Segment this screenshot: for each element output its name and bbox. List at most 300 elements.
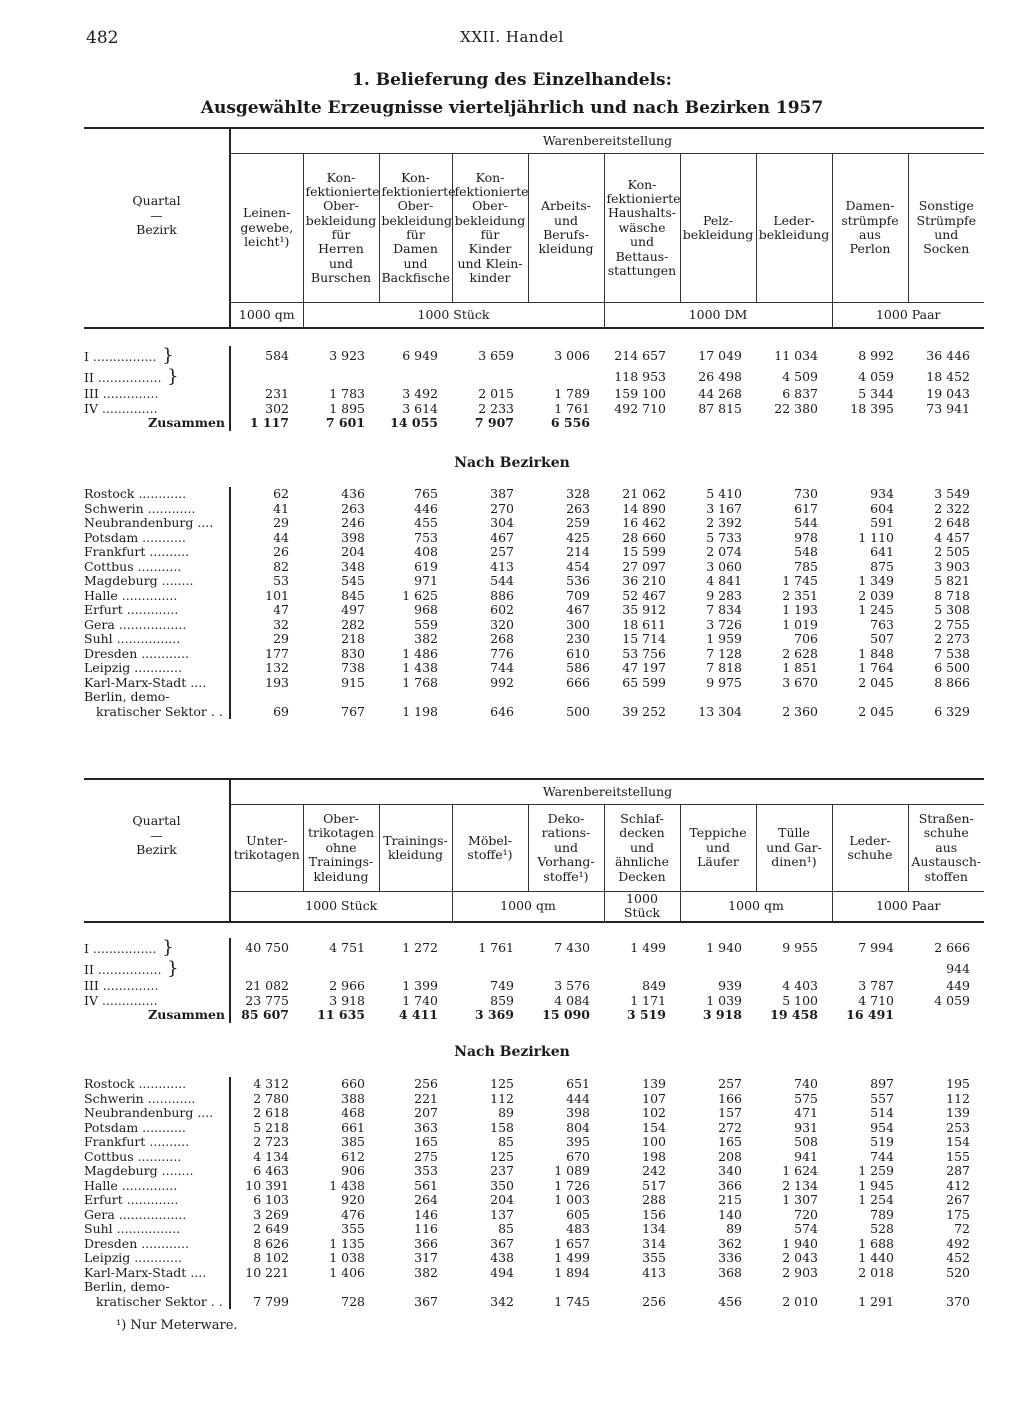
table-cell: 753 <box>414 529 438 545</box>
table-cell <box>379 367 452 388</box>
district-label <box>84 1179 230 1194</box>
table-cell <box>756 416 832 431</box>
table-cell: 849 <box>642 978 666 994</box>
leader-dots: ........ <box>157 573 194 589</box>
table-cell: 317 <box>414 1250 438 1266</box>
table-cell: 2 322 <box>934 500 970 516</box>
table-cell: 1 110 <box>858 529 894 545</box>
district-label <box>84 545 230 560</box>
table-cell <box>230 367 303 388</box>
table-cell: 3 903 <box>934 558 970 574</box>
table-cell: 3 006 <box>554 348 590 364</box>
stub-label-dash: — <box>150 827 163 843</box>
total-row <box>84 1008 984 1023</box>
table-cell: 328 <box>566 486 590 502</box>
table-cell <box>528 367 604 388</box>
table-cell: 1 038 <box>329 1250 365 1266</box>
table-cell: 830 <box>341 645 365 661</box>
table-cell <box>528 1280 604 1295</box>
leader-dots: ............. <box>122 1192 179 1208</box>
district-label <box>84 1135 230 1150</box>
table-cell: 32 <box>273 616 289 632</box>
table-cell: 156 <box>642 1206 666 1222</box>
table-cell: 47 197 <box>622 660 666 676</box>
table-cell: 3 918 <box>702 1007 742 1023</box>
table-cell: 2 723 <box>253 1134 289 1150</box>
table-cell: 804 <box>566 1119 590 1135</box>
table-cell: 154 <box>642 1119 666 1135</box>
stub-header <box>84 779 230 892</box>
table-cell: 336 <box>718 1250 742 1266</box>
table-cell: 1 624 <box>782 1163 818 1179</box>
table-cell: 859 <box>490 992 514 1008</box>
district-name: Karl-Marx-Stadt <box>84 1264 187 1280</box>
table-cell: 6 556 <box>550 415 590 431</box>
table-cell: 40 750 <box>245 940 289 956</box>
footnote: ¹) Nur Meterware. <box>116 1318 238 1333</box>
column-header: Leinen- gewebe, leicht¹) <box>230 154 303 303</box>
stub-label-quartal: Quartal <box>132 193 181 209</box>
table-cell: 449 <box>946 978 970 994</box>
table-cell: 591 <box>870 515 894 531</box>
table-cell: 584 <box>265 348 289 364</box>
table-cell: 720 <box>794 1206 818 1222</box>
table-cell: 954 <box>870 1119 894 1135</box>
district-name: Neubrandenburg <box>84 1105 194 1121</box>
leader-dots: ............ <box>130 660 182 676</box>
table-cell: 476 <box>341 1206 365 1222</box>
row-label <box>84 387 230 402</box>
table-cell: 1 761 <box>478 940 514 956</box>
district-label <box>84 1266 230 1281</box>
district-name: Magdeburg <box>84 573 158 589</box>
table-cell: 906 <box>341 1163 365 1179</box>
table-cell: 101 <box>265 587 289 603</box>
table-title: 1. Belieferung des Einzelhandels: <box>352 70 672 90</box>
table-cell: 35 912 <box>622 602 666 618</box>
table-cell: 4 059 <box>934 992 970 1008</box>
table-cell: 19 458 <box>770 1007 818 1023</box>
table-cell: 4 134 <box>253 1148 289 1164</box>
leader-dots: .............. <box>98 386 159 402</box>
table-cell: 545 <box>341 573 365 589</box>
table-cell <box>604 690 680 705</box>
table-cell: 1 003 <box>554 1192 590 1208</box>
table-cell: 2 134 <box>782 1177 818 1193</box>
table-cell: 140 <box>718 1206 742 1222</box>
table-row <box>84 1295 984 1310</box>
table-cell: 2 045 <box>858 703 894 719</box>
column-header: Kon- fektionierte Ober- bekleidung für Damen und Backfische <box>379 154 452 303</box>
table-cell: 14 055 <box>390 415 438 431</box>
table-cell: 561 <box>414 1177 438 1193</box>
table-cell: 7 818 <box>706 660 742 676</box>
column-header: Deko- rations- und Vorhang- stoffe¹) <box>528 805 604 892</box>
table-cell <box>528 690 604 705</box>
table-cell <box>908 416 984 431</box>
column-header: Sonstige Strümpfe und Socken <box>908 154 984 303</box>
table-cell <box>908 1280 984 1295</box>
table-row <box>84 531 984 546</box>
table-cell: 385 <box>341 1134 365 1150</box>
table-cell <box>908 690 984 705</box>
table-cell: 257 <box>718 1076 742 1092</box>
table-cell: 27 097 <box>622 558 666 574</box>
table-cell: 2 045 <box>858 674 894 690</box>
table-cell <box>832 416 908 431</box>
table-cell: 340 <box>718 1163 742 1179</box>
table-cell: 4 751 <box>329 940 365 956</box>
row-label <box>84 994 230 1009</box>
table-cell: 204 <box>490 1192 514 1208</box>
table-cell: 259 <box>566 515 590 531</box>
district-label <box>84 661 230 676</box>
table-row <box>84 346 984 367</box>
table-cell: 610 <box>566 645 590 661</box>
table-cell <box>303 367 379 388</box>
table-cell: 944 <box>946 960 970 976</box>
table-cell: 288 <box>642 1192 666 1208</box>
table-cell: 1 783 <box>329 386 365 402</box>
table-cell: 670 <box>566 1148 590 1164</box>
table-cell: 18 395 <box>850 400 894 416</box>
column-header: Leder- schuhe <box>832 805 908 892</box>
table-cell: 253 <box>946 1119 970 1135</box>
table-cell: 272 <box>718 1119 742 1135</box>
table-cell: 660 <box>341 1076 365 1092</box>
leader-dots: .............. <box>97 400 158 416</box>
table-cell: 47 <box>273 602 289 618</box>
table-cell: 1 291 <box>858 1293 894 1309</box>
table-cell: 666 <box>566 674 590 690</box>
row-label <box>84 346 230 367</box>
unit-label: 1000 Paar <box>832 303 984 329</box>
district-label <box>84 574 230 589</box>
district-name: Halle <box>84 587 118 603</box>
table-cell: 8 992 <box>858 348 894 364</box>
table-cell: 8 866 <box>934 674 970 690</box>
table-cell: 2 618 <box>253 1105 289 1121</box>
table-row <box>84 994 984 1009</box>
table-cell: 44 268 <box>698 386 742 402</box>
table-row <box>84 367 984 388</box>
table-cell: 214 657 <box>614 348 666 364</box>
table-cell: 368 <box>718 1264 742 1280</box>
table-cell: 89 <box>498 1105 514 1121</box>
table-cell: 2 074 <box>706 544 742 560</box>
stub-label-bezirk: Bezirk <box>136 841 177 857</box>
table-cell: 22 380 <box>774 400 818 416</box>
table-cell: 52 467 <box>622 587 666 603</box>
table-cell: 342 <box>490 1293 514 1309</box>
table-cell: 452 <box>946 1250 970 1266</box>
district-label <box>84 502 230 517</box>
row-label <box>84 938 230 959</box>
table-cell: 3 576 <box>554 978 590 994</box>
table2-quarters <box>84 938 984 1023</box>
table-cell: 10 221 <box>245 1264 289 1280</box>
table-cell: 586 <box>566 660 590 676</box>
group-header: Warenbereitstellung <box>230 779 984 805</box>
table-cell: 425 <box>566 529 590 545</box>
table-cell: 544 <box>794 515 818 531</box>
district-label <box>84 647 230 662</box>
table-cell: 18 452 <box>926 368 970 384</box>
table1-quarters <box>84 346 984 431</box>
table-cell: 87 815 <box>698 400 742 416</box>
table-cell: 125 <box>490 1148 514 1164</box>
district-name: Gera <box>84 1206 115 1222</box>
table-cell: 270 <box>490 500 514 516</box>
table-cell: 1 438 <box>402 660 438 676</box>
district-label <box>84 1237 230 1252</box>
leader-dots: ............ <box>143 1090 196 1106</box>
table-cell: 388 <box>341 1090 365 1106</box>
table-cell: 5 100 <box>782 992 818 1008</box>
table-cell: 528 <box>870 1221 894 1237</box>
district-label <box>84 705 230 720</box>
table-cell: 85 <box>498 1221 514 1237</box>
column-header: Straßen- schuhe aus Austausch- stoffen <box>908 805 984 892</box>
table-row <box>84 560 984 575</box>
table-cell: 155 <box>946 1148 970 1164</box>
table-cell <box>832 690 908 705</box>
quarter-label: I <box>84 941 89 956</box>
table-cell: 267 <box>946 1192 970 1208</box>
table-cell: 651 <box>566 1076 590 1092</box>
table-cell: 1 895 <box>329 400 365 416</box>
table-cell: 14 890 <box>622 500 666 516</box>
table-cell: 3 060 <box>706 558 742 574</box>
table-cell <box>303 690 379 705</box>
table-cell: 514 <box>870 1105 894 1121</box>
table-cell: 10 391 <box>245 1177 289 1193</box>
table-cell: 605 <box>566 1206 590 1222</box>
table-cell: 2 966 <box>329 978 365 994</box>
quarter-label: III <box>84 978 99 994</box>
table-cell: 36 446 <box>926 348 970 364</box>
table-row <box>84 502 984 517</box>
table-cell: 1 940 <box>782 1235 818 1251</box>
table-cell: 2 755 <box>934 616 970 632</box>
table2-districts <box>84 1077 984 1309</box>
leader-dots: ................. <box>114 616 187 632</box>
group-header: Warenbereitstellung <box>230 128 984 154</box>
table-cell: 413 <box>642 1264 666 1280</box>
section-title: Nach Bezirken <box>454 455 570 471</box>
leader-dots: . . <box>206 1293 223 1309</box>
table-cell: 1 851 <box>782 660 818 676</box>
table-cell: 5 218 <box>253 1119 289 1135</box>
table-cell: 7 994 <box>858 940 894 956</box>
table-cell: 8 626 <box>253 1235 289 1251</box>
table-cell: 1 117 <box>249 415 289 431</box>
table-cell: 3 614 <box>402 400 438 416</box>
table-cell: 2 043 <box>782 1250 818 1266</box>
table-cell <box>680 959 756 980</box>
leader-dots: ........... <box>138 1119 186 1135</box>
leader-dots: ........... <box>138 529 186 545</box>
table-cell: 2 505 <box>934 544 970 560</box>
table-cell: 454 <box>566 558 590 574</box>
table-cell: 1 499 <box>630 940 666 956</box>
column-header: Unter- trikotagen <box>230 805 303 892</box>
district-name: Halle <box>84 1177 118 1193</box>
table-cell: 5 344 <box>858 386 894 402</box>
leader-dots: ................ <box>93 369 162 385</box>
table-row <box>84 1237 984 1252</box>
table-cell: 9 975 <box>706 674 742 690</box>
column-header: Schlaf- decken und ähnliche Decken <box>604 805 680 892</box>
table-cell <box>680 1280 756 1295</box>
table-cell: 73 941 <box>926 400 970 416</box>
leader-dots: .... <box>186 674 207 690</box>
column-header: Ober- trikotagen ohne Trainings- kleidung <box>303 805 379 892</box>
table-cell: 44 <box>273 529 289 545</box>
table-cell: 263 <box>566 500 590 516</box>
row-label <box>84 402 230 417</box>
table-cell: 1 499 <box>554 1250 590 1266</box>
table-cell: 69 <box>273 703 289 719</box>
table-row <box>84 979 984 994</box>
table-cell: 2 780 <box>253 1090 289 1106</box>
table-cell: 3 670 <box>782 674 818 690</box>
table-cell: 3 519 <box>626 1007 666 1023</box>
brace: } <box>161 957 179 979</box>
table-cell: 3 787 <box>858 978 894 994</box>
table-cell: 41 <box>273 500 289 516</box>
district-label <box>84 1150 230 1165</box>
table-cell: 617 <box>794 500 818 516</box>
table-cell: 968 <box>414 602 438 618</box>
table-cell: 559 <box>414 616 438 632</box>
column-header: Kon- fektionierte Ober- bekleidung für Kinder und Klein- kinder <box>452 154 528 303</box>
table-cell: 456 <box>718 1293 742 1309</box>
quarter-label: IV <box>84 400 98 416</box>
table-cell: 2 039 <box>858 587 894 603</box>
table-cell: 875 <box>870 558 894 574</box>
brace: } <box>161 365 179 387</box>
unit-label: 1000 Stück <box>230 892 452 922</box>
district-label <box>84 1077 230 1092</box>
unit-label: 1000 qm <box>680 892 832 922</box>
table-cell <box>230 1280 303 1295</box>
table-cell: 4 411 <box>398 1007 438 1023</box>
district-name: Schwerin <box>84 500 144 516</box>
table-cell: 214 <box>566 544 590 560</box>
table-cell: 16 491 <box>846 1007 894 1023</box>
table-cell: 146 <box>414 1206 438 1222</box>
table-cell: 157 <box>718 1105 742 1121</box>
table-cell: 264 <box>414 1192 438 1208</box>
table-row <box>84 1179 984 1194</box>
table-cell: 4 457 <box>934 529 970 545</box>
table-cell: 5 821 <box>934 573 970 589</box>
leader-dots: ........... <box>133 1148 182 1164</box>
table-cell: 4 059 <box>858 368 894 384</box>
table1-header <box>84 127 984 329</box>
table-cell: 2 649 <box>253 1221 289 1237</box>
table-cell: 5 410 <box>706 486 742 502</box>
table-cell: 263 <box>341 500 365 516</box>
table-cell: 7 799 <box>253 1293 289 1309</box>
table-cell: 4 509 <box>782 368 818 384</box>
total-label: Zusammen <box>84 1008 230 1023</box>
table-cell: 4 403 <box>782 978 818 994</box>
district-label <box>84 676 230 691</box>
table-cell: 730 <box>794 486 818 502</box>
table-cell: 939 <box>718 978 742 994</box>
table-cell: 492 710 <box>614 400 666 416</box>
leader-dots: ................ <box>88 349 157 364</box>
table-row <box>84 516 984 531</box>
district-name: Erfurt <box>84 1192 123 1208</box>
table-cell: 6 949 <box>402 348 438 364</box>
district-name: Neubrandenburg <box>84 515 194 531</box>
district-label <box>84 531 230 546</box>
table-cell: 612 <box>341 1148 365 1164</box>
leader-dots: ................. <box>114 1206 187 1222</box>
table-cell: 287 <box>946 1163 970 1179</box>
leader-dots: ............ <box>143 500 196 516</box>
table-cell: 107 <box>642 1090 666 1106</box>
table-cell: 2 018 <box>858 1264 894 1280</box>
brace: } <box>156 345 174 366</box>
table-row <box>84 661 984 676</box>
table-cell: 3 492 <box>402 386 438 402</box>
table-cell: 257 <box>490 544 514 560</box>
table-cell: 15 714 <box>622 631 666 647</box>
table-cell: 9 955 <box>782 940 818 956</box>
district-label <box>84 1251 230 1266</box>
table-cell: 468 <box>341 1105 365 1121</box>
leader-dots: ................ <box>88 941 157 956</box>
table-cell: 246 <box>341 515 365 531</box>
table-cell: 544 <box>490 573 514 589</box>
table-cell: 367 <box>414 1293 438 1309</box>
total-row <box>84 416 984 431</box>
district-name: Suhl <box>84 631 113 647</box>
table2-header <box>84 778 984 923</box>
district-label <box>84 1092 230 1107</box>
table-cell <box>379 690 452 705</box>
table-cell: 1 945 <box>858 1177 894 1193</box>
column-header: Teppiche und Läufer <box>680 805 756 892</box>
table-cell: 641 <box>870 544 894 560</box>
table-cell <box>604 1280 680 1295</box>
section-title: Nach Bezirken <box>454 1044 570 1060</box>
table-cell: 7 907 <box>474 415 514 431</box>
district-name: kratischer Sektor <box>96 1293 207 1309</box>
column-header: Damen- strümpfe aus Perlon <box>832 154 908 303</box>
table-cell: 3 269 <box>253 1206 289 1222</box>
table-cell <box>230 690 303 705</box>
table-cell: 165 <box>718 1134 742 1150</box>
table-cell: 398 <box>566 1105 590 1121</box>
table-cell: 4 710 <box>858 992 894 1008</box>
district-name: Suhl <box>84 1221 113 1237</box>
table-cell: 2 360 <box>782 703 818 719</box>
table-cell: 413 <box>490 558 514 574</box>
table-cell: 706 <box>794 631 818 647</box>
leader-dots: ............ <box>137 1235 189 1251</box>
table-cell: 1 768 <box>402 674 438 690</box>
table-cell: 744 <box>490 660 514 676</box>
table-cell: 8 102 <box>253 1250 289 1266</box>
table-cell: 4 312 <box>253 1076 289 1092</box>
unit-label: 1000 Stück <box>604 892 680 922</box>
table-cell: 362 <box>718 1235 742 1251</box>
